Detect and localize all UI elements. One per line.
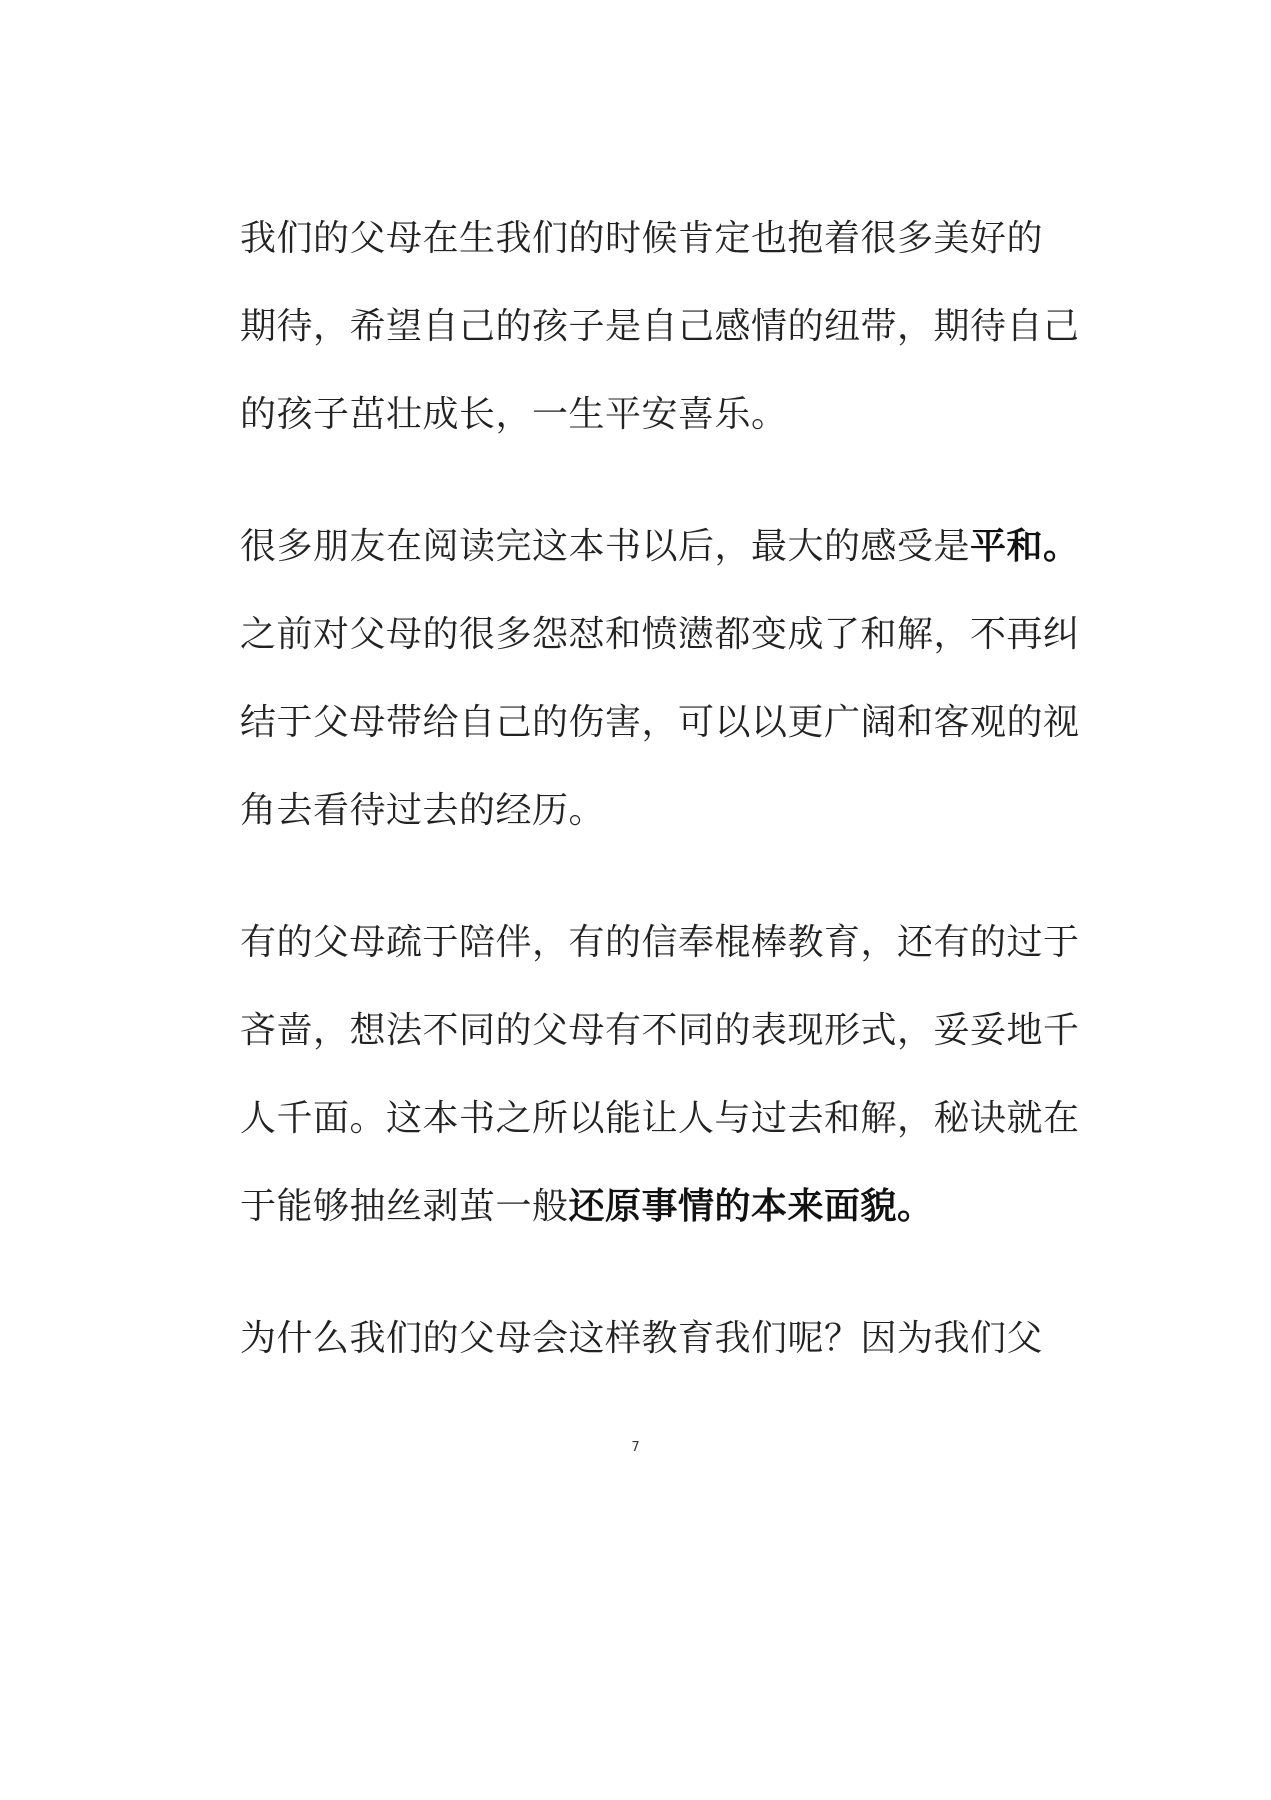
text-line (240, 1090, 1080, 1178)
paragraph-4 (240, 1310, 1044, 1398)
text-segment: 很多朋友在阅读完这本书以后，最大的感受是 (240, 526, 971, 567)
text-segment: 为什么我们的父母会这样教育我们呢？因为我们父 (240, 1318, 1044, 1359)
text-line (240, 606, 1080, 694)
text-line (240, 1178, 1040, 1266)
page-body (240, 210, 1080, 1442)
text-segment: 人千面。这本书之所以能让人与过去和解，秘诀就在 (240, 1098, 1080, 1139)
text-segment: 期待，希望自己的孩子是自己感情的纽带，期待自己 (240, 306, 1080, 347)
text-segment: 有的父母疏于陪伴，有的信奉棍棒教育，还有的过于 (240, 922, 1080, 963)
paragraph-1 (240, 210, 1080, 474)
text-segment: 我们的父母在生我们的时候肯定也抱着很多美好的 (240, 218, 1044, 259)
text-segment: 的孩子茁壮成长，一生平安喜乐。 (240, 394, 788, 435)
text-line (240, 386, 1040, 474)
paragraph-2 (240, 518, 1080, 870)
text-segment: 吝啬，想法不同的父母有不同的表现形式，妥妥地千 (240, 1010, 1080, 1051)
text-segment: 角去看待过去的经历。 (240, 790, 606, 831)
paragraph-3 (240, 914, 1080, 1266)
text-line (240, 1310, 1044, 1398)
text-line (240, 694, 1080, 782)
page-number: 7 (631, 1440, 640, 1455)
text-segment: 结于父母带给自己的伤害，可以以更广阔和客观的视 (240, 702, 1080, 743)
text-line (240, 210, 1044, 298)
text-line (240, 518, 1080, 606)
text-line (240, 1002, 1080, 1090)
text-line (240, 298, 1080, 386)
text-segment: 之前对父母的很多怨怼和愤懑都变成了和解，不再纠 (240, 614, 1080, 655)
bold-text-segment: 平和。 (970, 526, 1080, 567)
text-line (240, 914, 1080, 1002)
bold-text-segment: 还原事情的本来面貌。 (568, 1186, 934, 1227)
text-line (240, 782, 1040, 870)
text-segment: 于能够抽丝剥茧一般 (240, 1186, 569, 1227)
